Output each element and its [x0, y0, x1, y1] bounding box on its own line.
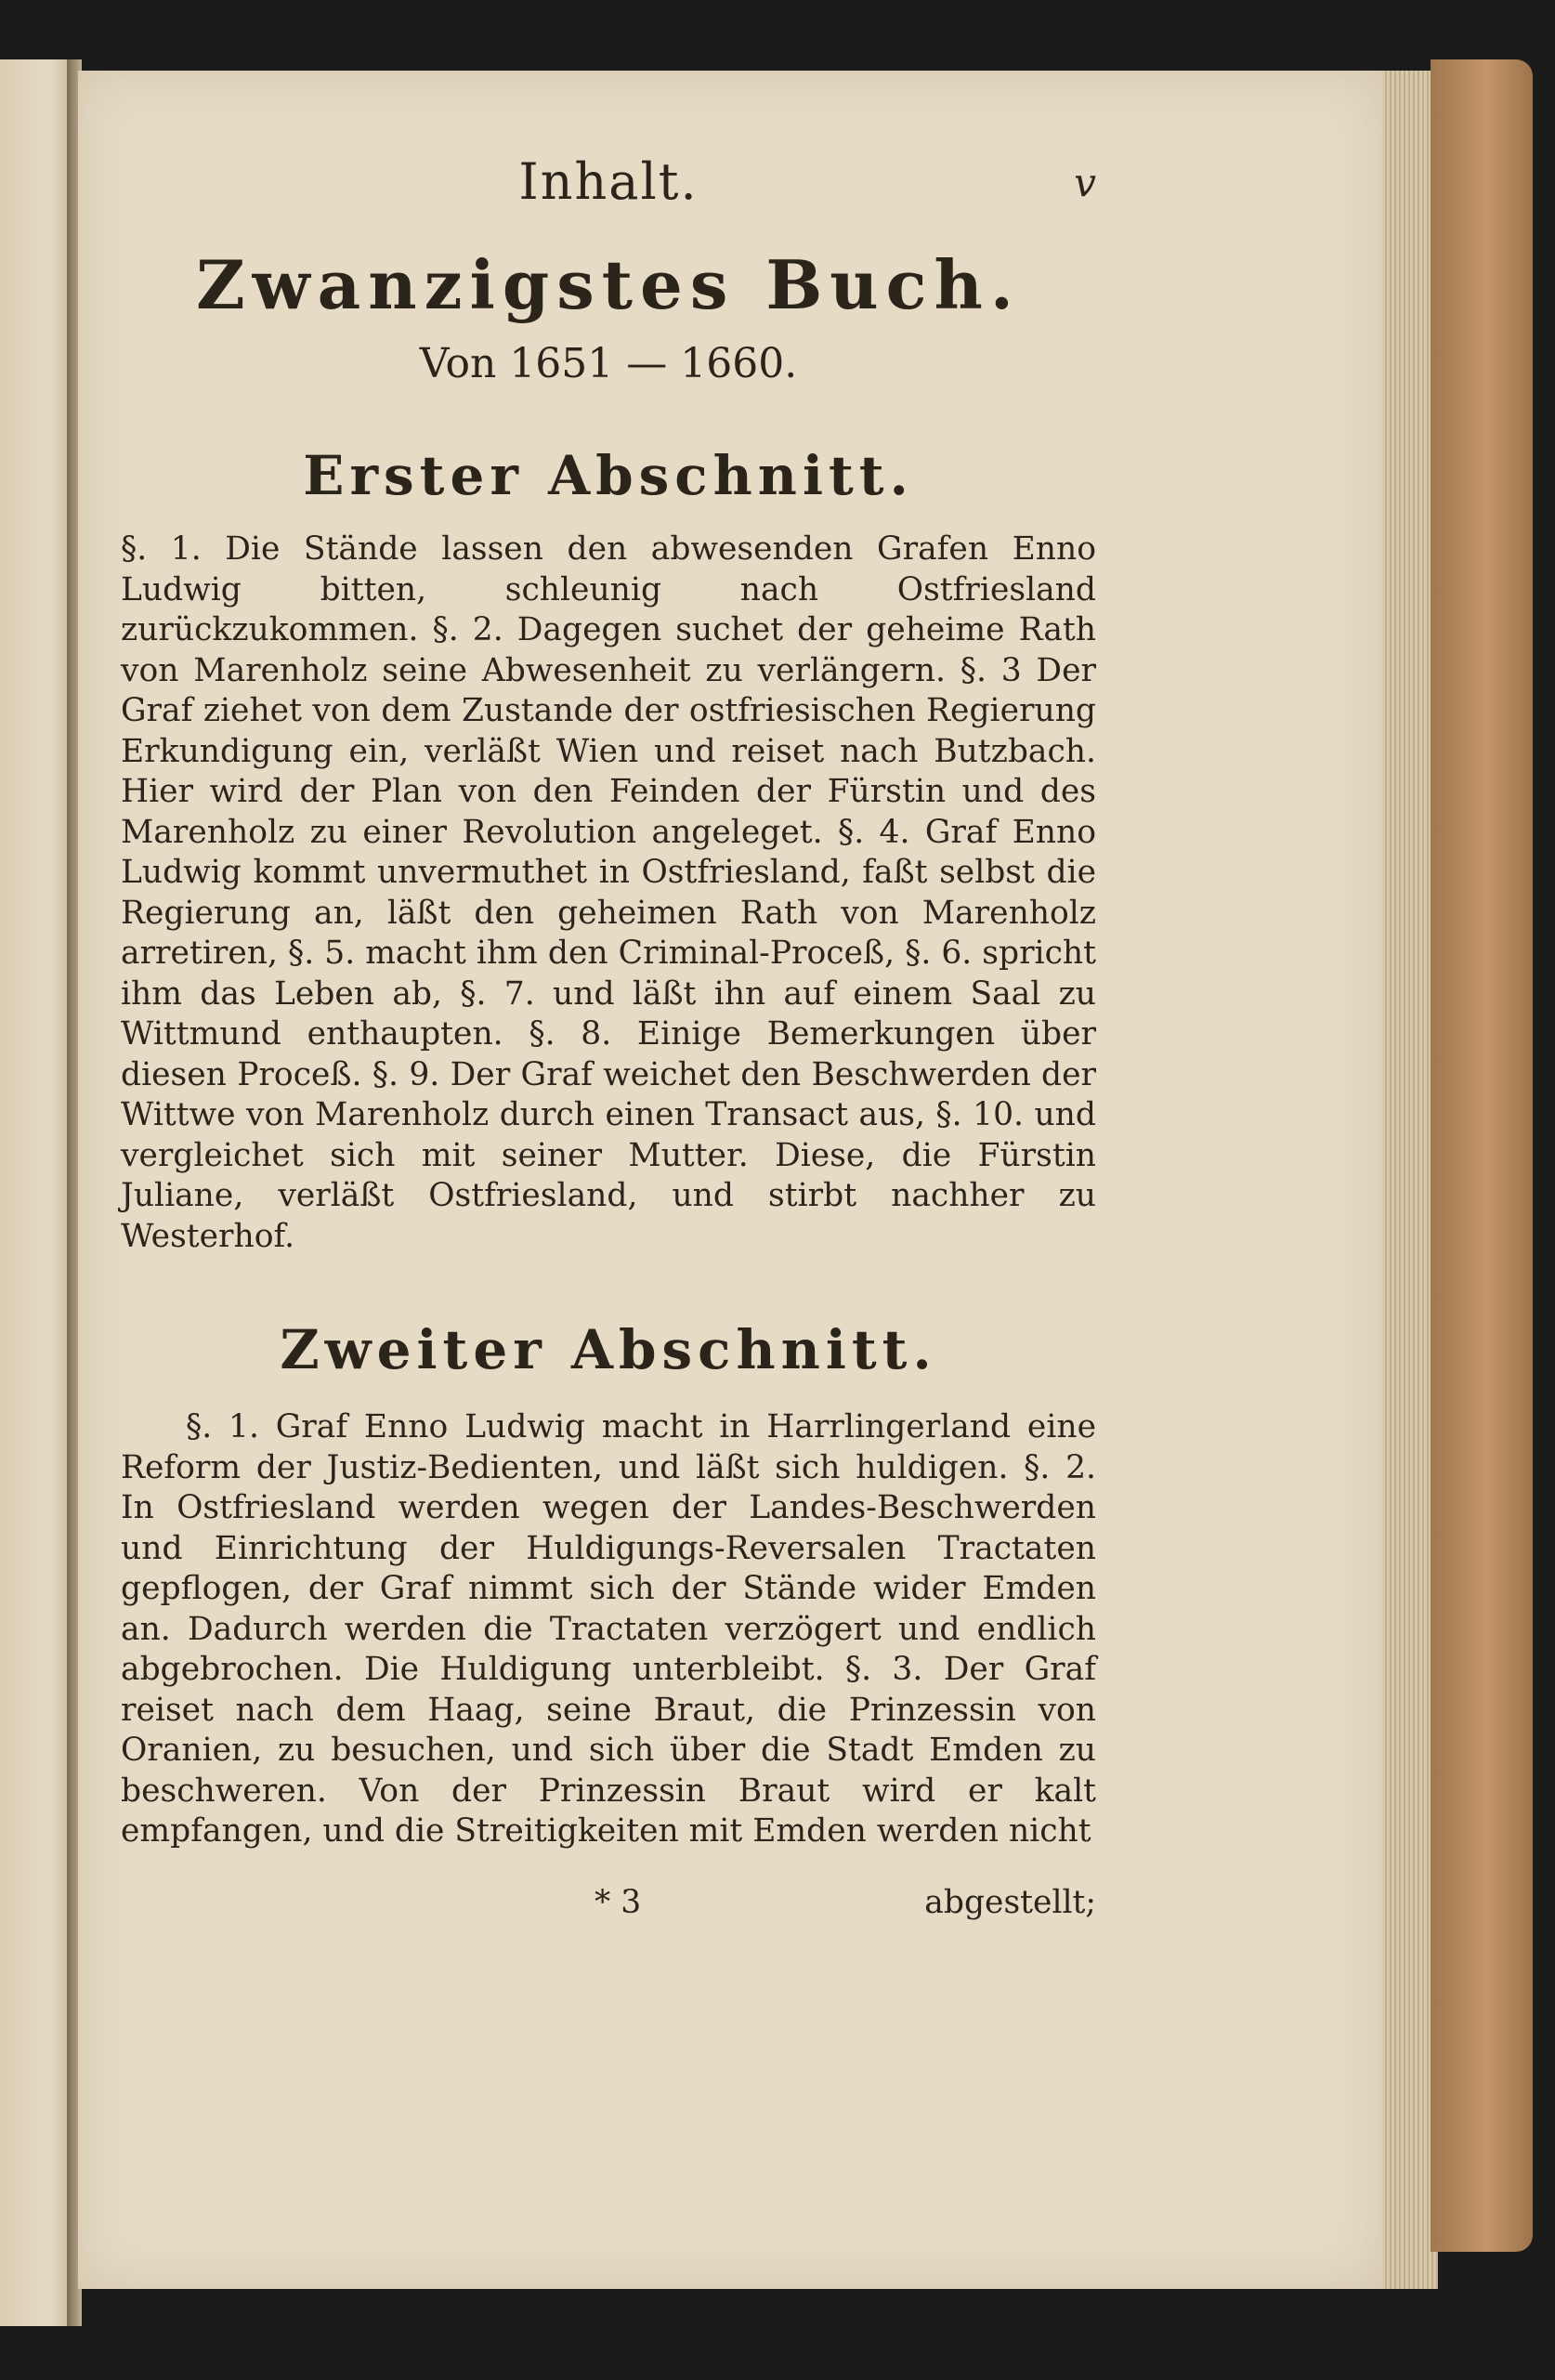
running-head — [121, 139, 1096, 223]
book-cover-edge — [1431, 59, 1533, 2252]
page-edges — [1382, 71, 1438, 2289]
section-1-text: §. 1. Die Stände lassen den abwesenden Grafen Enno Ludwig bitten, schleunig nach Ostfriesland zurückzukommen. §. 2. Dagegen suchet der geheime Rath von Marenholz seine Abwesenheit zu verlängern. §. 3 Der Graf ziehet von dem Zustande der ostfriesischen Regierung Erkundigung ein, verläßt Wien und reiset nach Butzbach. Hier wird der Plan von den Feinden der Fürstin und des Marenholz zu einer Revolution angeleget. §. 4. Graf Enno Ludwig kommt unvermuthet in Ostfriesland, faßt selbst die Regierung an, läßt den geheimen Rath von Marenholz arretiren, §. 5. macht ihm den Criminal-Proceß, §. 6. spricht ihm das Leben ab, §. 7. und läßt ihn auf einem Saal zu Wittmund enthaupten. §. 8. Einige Bemerkungen über diesen Proceß. §. 9. Der Graf weichet den Beschwerden der Wittwe von Marenholz durch einen Transact aus, §. 10. und vergleichet sich mit seiner Mutter. Diese, die Fürstin Juliane, verläßt Ostfriesland, und stirbt nachher zu Westerhof. — [121, 530, 1096, 1255]
running-title: Inhalt. — [518, 152, 699, 211]
catchword: abgestellt; — [924, 1884, 1096, 1921]
page-content — [121, 139, 1096, 1929]
book-title: Zwanzigstes Buch. — [196, 245, 1021, 324]
footer-line — [121, 1884, 1096, 1929]
left-page-edge — [0, 59, 72, 2326]
period-heading: Von 1651 — 1660. — [419, 340, 798, 387]
section-1-title: Erster Abschnitt. — [303, 444, 914, 507]
signature-mark: * 3 — [595, 1884, 642, 1921]
section-2-text: §. 1. Graf Enno Ludwig macht in Harrlingerland eine Reform der Justiz-Bedienten, und läßt sich huldigen. §. 2. In Ostfriesland werden wegen der Landes-Beschwerden und Einrichtung der Huldigungs-Reversalen Tractaten gepflogen, der Graf nimmt sich der Stände wider Emden an. Dadurch werden die Tractaten verzögert und endlich abgebrochen. Die Huldigung unterbleibt. §. 3. Der Graf reiset nach dem Haag, seine Braut, die Prinzessin von Oranien, zu besuchen, und sich über die Stadt Emden zu beschweren. Von der Prinzessin Braut wird er kalt empfangen, und die Streitigkeiten mit Emden werden nicht — [121, 1408, 1096, 1850]
page-number: v — [1074, 160, 1096, 205]
section-2-title: Zweiter Abschnitt. — [280, 1318, 937, 1381]
